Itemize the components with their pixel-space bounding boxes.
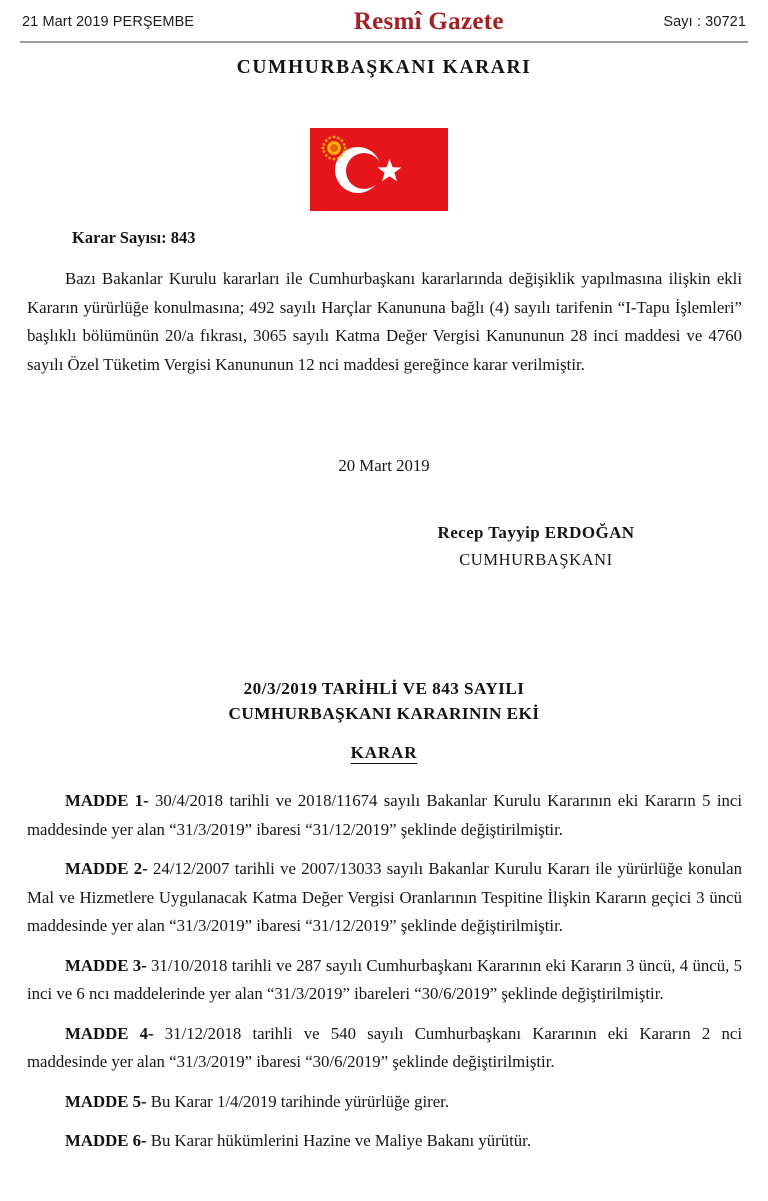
sun-emblem-icon (321, 135, 347, 161)
annex-heading-line-1: 20/3/2019 TARİHLİ VE 843 SAYILI (243, 679, 525, 698)
preamble-paragraph: Bazı Bakanlar Kurulu kararları ile Cumhurbaşkanı kararlarında değişiklik yapılmasına ilişkin ekli Kararın yürürlüğe konulmasına; 492 sayılı Harçlar Kanununa bağlı (4) sayılı tarifenin “I-Tapu İşlemleri” başlıklı bölümünün 20/a fıkrası, 3065 sayılı Katma Değer Vergisi Kanununun 28 inci maddesi ve 4760 sayılı Özel Tüketim Vergisi Kanununun 12 nci maddesi gereğince karar verilmiştir. (27, 269, 742, 374)
article-6-label: MADDE 6- (65, 1131, 147, 1150)
masthead-date: 21 Mart 2019 PERŞEMBE (22, 14, 195, 30)
turkish-flag-emblem (310, 128, 448, 211)
article-6-text: Bu Karar hükümlerini Hazine ve Maliye Bakanı yürütür. (146, 1131, 532, 1150)
masthead (22, 8, 746, 36)
signature-date: 20 Mart 2019 (338, 456, 430, 475)
article-1-label: MADDE 1- (65, 791, 149, 810)
article-3 (27, 952, 742, 1009)
masthead-divider (20, 41, 748, 43)
masthead-issue-number: Sayı : 30721 (663, 14, 746, 30)
signature-block (336, 523, 736, 570)
article-4-text: 31/12/2018 tarihli ve 540 sayılı Cumhurbaşkanı Kararının eki Kararın 2 nci maddesinde yer alan “31/3/2019” ibaresi “30/6/2019” şeklinde değiştirilmiştir. (27, 1023, 742, 1071)
article-5 (27, 1088, 742, 1117)
article-5-label: MADDE 5- (65, 1091, 147, 1111)
signer-name: Recep Tayyip ERDOĞAN (437, 523, 635, 542)
article-5-text: Bu Karar 1/4/2019 tarihinde yürürlüğe girer. (146, 1091, 450, 1111)
annex-section-title (0, 743, 768, 763)
preamble-block (27, 265, 742, 379)
page-title: CUMHURBAŞKANI KARARI (236, 57, 532, 78)
article-3-label: MADDE 3- (65, 955, 147, 975)
annex-section-title-text: KARAR (350, 743, 418, 762)
signer-role: CUMHURBAŞKANI (459, 550, 613, 569)
masthead-publication-title: Resmî Gazete (353, 8, 504, 35)
article-2-label: MADDE 2- (65, 859, 148, 878)
article-4-label: MADDE 4- (65, 1023, 154, 1043)
article-6 (27, 1127, 742, 1156)
articles-list (27, 787, 742, 1167)
article-2-text: 24/12/2007 tarihli ve 2007/13033 sayılı Bakanlar Kurulu Kararı ile yürürlüğe konulan Mal ve Hizmetlere Uygulanacak Katma Değer Vergisi Oranlarının Tespitine İlişkin Kararın geçici 3 üncü maddesinde yer alan “31/3/2019” ibaresi “31/12/2019” şeklinde değiştirilmiştir. (27, 859, 742, 935)
star-icon (377, 158, 402, 183)
article-3-text: 31/10/2018 tarihli ve 287 sayılı Cumhurbaşkanı Kararının eki Kararın 3 üncü, 4 üncü, 5 inci ve 6 ncı maddelerinde yer alan “31/3/2019” ibareleri “30/6/2019” şeklinde değiştirilmiştir. (27, 955, 742, 1003)
article-2 (27, 855, 742, 941)
article-4 (27, 1020, 742, 1077)
decision-number: Karar Sayısı: 843 (72, 228, 196, 247)
annex-heading-line-2: CUMHURBAŞKANI KARARININ EKİ (228, 704, 540, 723)
annex-heading (0, 676, 768, 726)
article-1-text: 30/4/2018 tarihli ve 2018/11674 sayılı Bakanlar Kurulu Kararının eki Kararın 5 inci maddesinde yer alan “31/3/2019” ibaresi “31/12/2019” şeklinde değiştirilmiştir. (27, 791, 742, 839)
article-1 (27, 787, 742, 844)
